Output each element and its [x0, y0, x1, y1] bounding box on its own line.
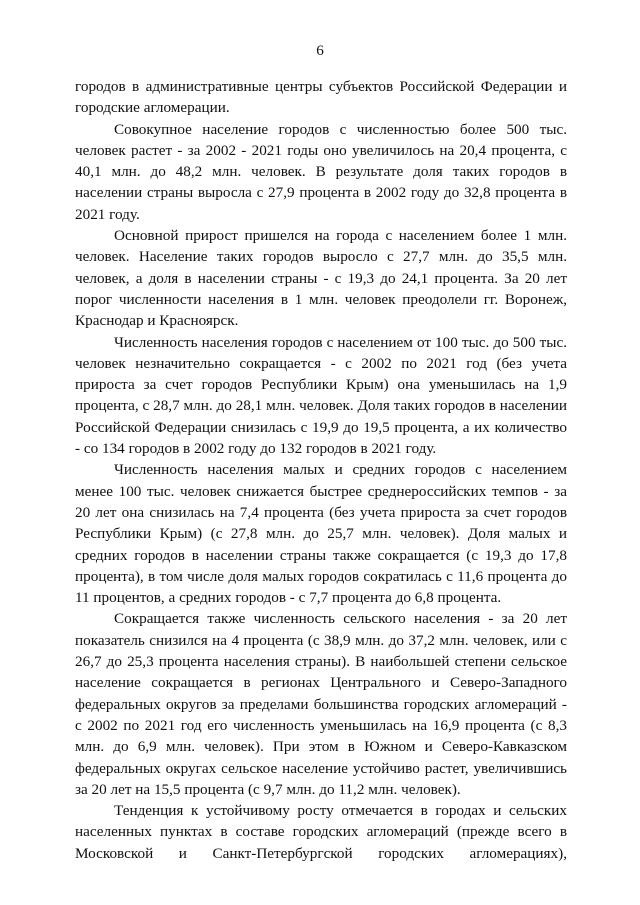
paragraph-continuation: городов в административные центры субъектов Российской Федерации и городские агломерации. — [75, 78, 567, 117]
paragraph-agglomeration-growth: Тенденция к устойчивому росту отмечается в городах и сельских населенных пунктах в составе городских агломераций (прежде всего в Московской и Санкт-Петербургской городских агломерациях), — [75, 802, 567, 862]
document-body — [75, 76, 567, 864]
page-number: 6 — [316, 42, 324, 59]
paragraph-large-cities-population: Совокупное население городов с численностью более 500 тыс. человек растет - за 2002 - 2021 годы оно увеличилось на 20,4 процента, с 40,1 млн. до 48,2 млн. человек. В результате доля таких городов в населении страны выросла с 27,9 процента в 2002 году до 32,8 процента в 2021 году. — [75, 120, 567, 223]
paragraph-million-plus-cities: Основной прирост пришелся на города с населением более 1 млн. человек. Население таких городов выросло с 27,7 млн. до 35,5 млн. человек, а доля в населении страны - с 19,3 до 24,1 процента. За 20 лет порог численности населения в 1 млн. человек преодолели гг. Воронеж, Краснодар и Красноярск. — [75, 227, 567, 330]
paragraph-rural-population: Сокращается также численность сельского населения - за 20 лет показатель снизился на 4 процента (с 38,9 млн. до 37,2 млн. человек, или с 26,7 до 25,3 процента населения страны). В наибольшей степени сельское население сокращается в регионах Центрального и Северо-Западного федеральных округов за пределами большинства городских агломераций - с 2002 по 2021 год его численность уменьшилась на 16,9 процента (с 8,3 млн. до 6,9 млн. человек). При этом в Южном и Северо-Кавказском федеральных округах сельское население устойчиво растет, увеличившись за 20 лет на 15,5 процента (с 9,7 млн. до 11,2 млн. человек). — [75, 610, 567, 798]
paragraph-small-medium-towns: Численность населения малых и средних городов с населением менее 100 тыс. человек снижается быстрее среднероссийских темпов - за 20 лет она снизилась на 7,4 процента (без учета прироста за счет городов Республики Крым) (с 27,8 млн. до 25,7 млн. человек). Доля малых и средних городов в населении страны также сокращается (с 19,3 до 17,8 процента), в том числе доля малых городов сократилась с 11,6 процента до 11 процентов, а средних городов - с 7,7 процента до 6,8 процента. — [75, 461, 567, 607]
paragraph-mid-size-cities: Численность населения городов с населением от 100 тыс. до 500 тыс. человек незначительно сокращается - с 2002 по 2021 год (без учета прироста за счет городов Республики Крым) она уменьшилась на 1,9 процента, с 28,7 млн. до 28,1 млн. человек. Доля таких городов в населении Российской Федерации снизилась с 19,9 до 19,5 процента, а их количество - со 134 городов в 2002 году до 132 городов в 2021 году. — [75, 333, 567, 458]
